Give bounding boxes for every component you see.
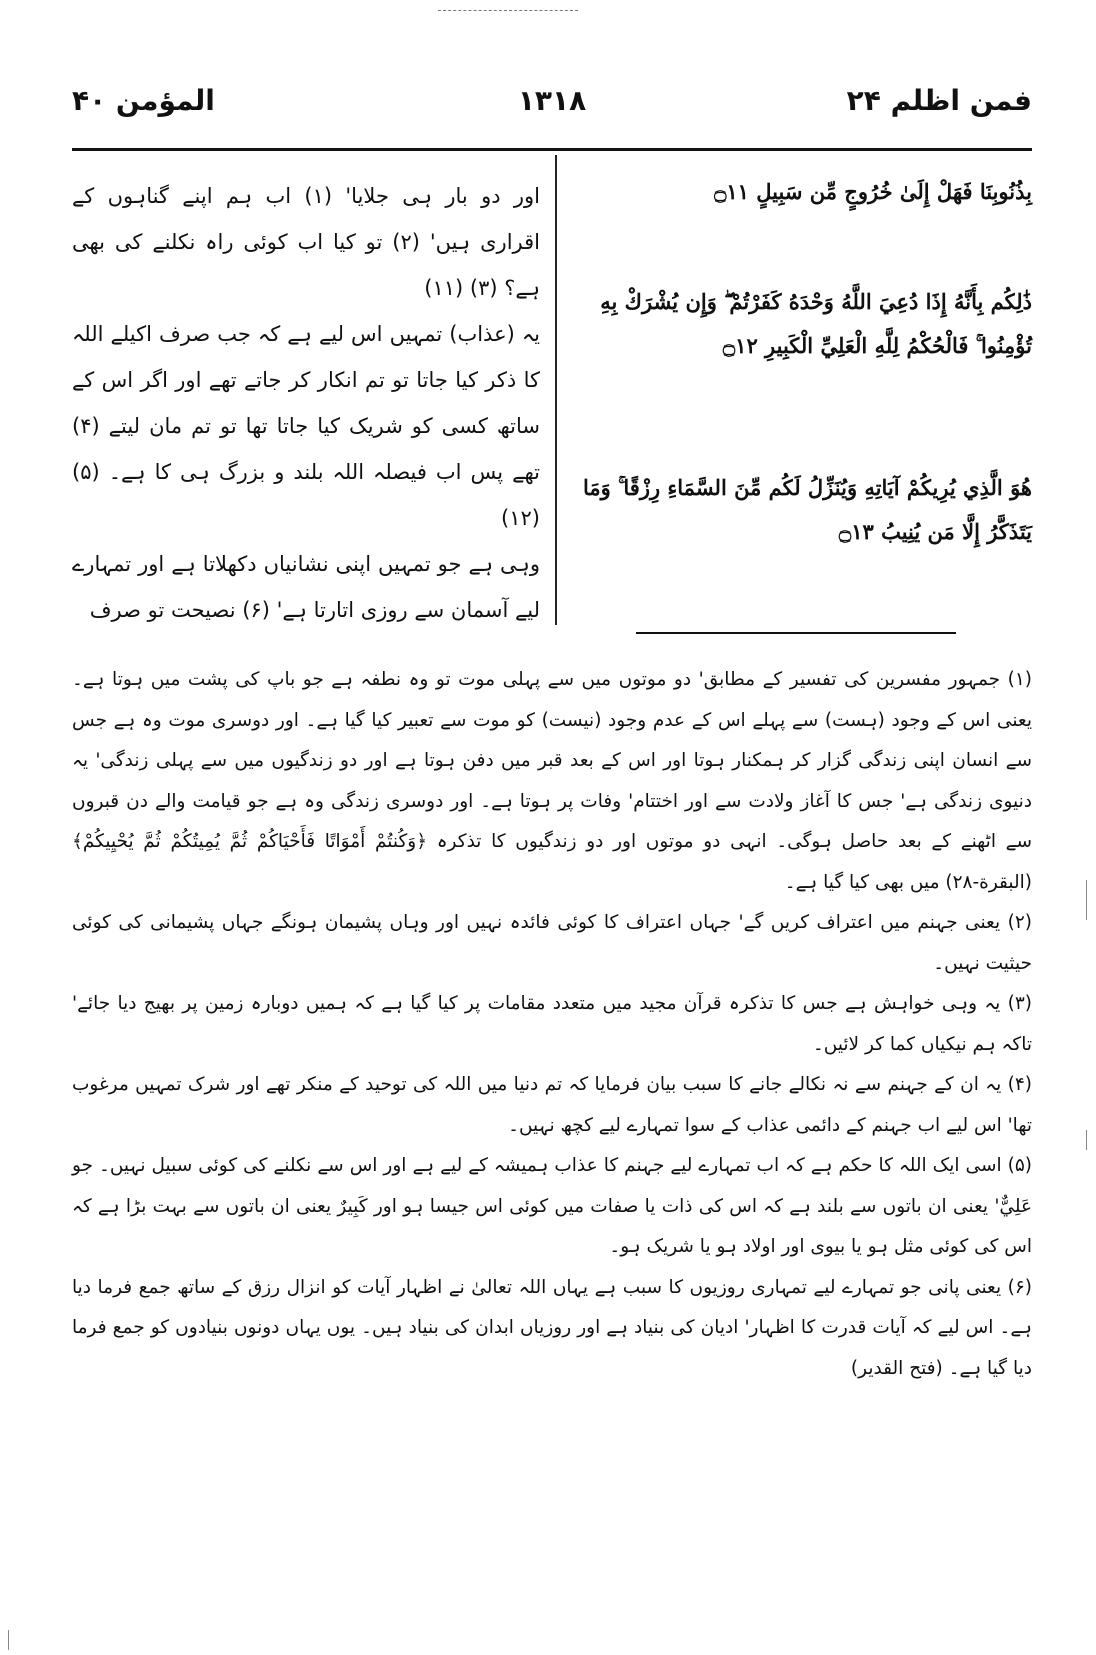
- footnote-1: (۱) جمہور مفسرین کی تفسیر کے مطابق' دو موتوں میں سے پہلی موت تو وہ نطفہ ہے جو باپ کی پشت میں ہوتا ہے۔ یعنی اس کے وجود (ہست) سے پہلے اس کے عدم وجود (نیست) کو موت سے تعبیر کیا گیا ہے۔ اور دوسری موت وہ ہے جس سے انسان اپنی زندگی گزار کر ہمکنار ہوتا اور اس کے بعد قبر میں دفن ہوتا ہے اور دو زندگیوں میں سے پہلی زندگی' یہ دنیوی زندگی ہے' جس کا آغاز ولادت سے اور اختتام' وفات پر ہوتا ہے۔ اور دوسری زندگی وہ ہے جو قیامت والے دن قبروں سے اٹھنے کے بعد حاصل ہوگی۔ انہی دو موتوں اور دو زندگیوں کا تذکرہ ﴿وَكُنتُمْ أَمْوَاتًا فَأَحْيَاكُمْ ثُمَّ يُمِيتُكُمْ ثُمَّ يُحْيِيكُمْ﴾ (البقرة-۲۸) میں بھی کیا گیا ہے۔: [72, 669, 1032, 893]
- margin-mark: [8, 1630, 9, 1650]
- verse-11: بِذُنُوبِنَا فَهَلْ إِلَىٰ خُرُوجٍ مِّن سَبِيلٍ ۝١١: [714, 179, 1032, 204]
- verse-13: هُوَ الَّذِي يُرِيكُمْ آيَاتِهِ وَيُنَزِّلُ لَكُم مِّنَ السَّمَاءِ رِزْقًا ۚ وَمَا يَتَذَكَّرُ إِلَّا مَن يُنِيبُ ۝١٣: [583, 475, 1032, 544]
- footnote-6: (۶) یعنی پانی جو تمہارے لیے تمہاری روزیوں کا سبب ہے یہاں اللہ تعالیٰ نے اظہار آیات کو انزال رزق کے ساتھ جمع فرما دیا ہے۔ اس لیے کہ آیات قدرت کا اظہار' ادیان کی بنیاد ہے اور روزیاں ابدان کی بنیاد ہیں۔ یوں یہاں دونوں بنیادوں کو جمع فرما دیا گیا ہے۔ (فتح القدیر): [72, 1276, 1032, 1379]
- footnote-4: (۴) یہ ان کے جہنم سے نہ نکالے جانے کا سبب بیان فرمایا کہ تم دنیا میں اللہ کی توحید کے منکر تھے اور شرک تمہیں مرغوب تھا' اس لیے اب جہنم کے دائمی عذاب کے سوا تمہارے لیے کچھ نہیں۔: [72, 1074, 1032, 1136]
- top-rule: [438, 10, 578, 11]
- page-header: [72, 78, 1032, 151]
- footnote-rule: [636, 632, 956, 634]
- translation-11: اور دو بار ہی جلایا' (۱) اب ہم اپنے گناہوں کے اقراری ہیں' (۲) تو کیا اب کوئی راہ نکلنے کی بھی ہے؟ (۳) (۱۱): [72, 184, 541, 300]
- verse-12: ذَٰلِكُم بِأَنَّهُ إِذَا دُعِيَ اللَّهُ وَحْدَهُ كَفَرْتُمْ ۖ وَإِن يُشْرَكْ بِهِ تُؤْمِنُوا ۚ فَالْحُكْمُ لِلَّهِ الْعَلِيِّ الْكَبِيرِ ۝١٢: [600, 289, 1032, 358]
- page-number: ۱۳۱۸: [517, 84, 587, 117]
- surah-name: المؤمن ۴۰: [72, 84, 215, 117]
- footnote-5: (۵) اسی ایک اللہ کا حکم ہے کہ اب تمہارے لیے جہنم کا عذاب ہمیشہ کے لیے ہے اور اس سے نکلنے کی کوئی سبیل نہیں۔ جو عَلِيٌّ' یعنی ان باتوں سے بلند ہے کہ اس کی ذات یا صفات میں کوئی اس جیسا ہو اور کَبِيرٌ یعنی ان باتوں سے بہت بڑا ہے کہ اس کی کوئی مثل ہو یا بیوی اور اولاد ہو یا شریک ہو۔: [72, 1155, 1032, 1257]
- column-divider: [555, 155, 557, 625]
- translation-12: یہ (عذاب) تمہیں اس لیے ہے کہ جب صرف اکیلے اللہ کا ذکر کیا جاتا تو تم انکار کر جاتے تھے اور اگر اس کے ساتھ کسی کو شریک کیا جاتا تھا تو تم مان لیتے (۴) تھے پس اب فیصلہ اللہ بلند و بزرگ ہی کا ہے۔ (۵) (۱۲): [72, 322, 540, 530]
- margin-mark: [1086, 880, 1087, 920]
- juz-name: فمن اظلم ۲۴: [846, 84, 1032, 117]
- margin-mark: [1086, 1130, 1087, 1150]
- translation-13: وہی ہے جو تمہیں اپنی نشانیاں دکھلاتا ہے اور تمہارے لیے آسمان سے روزی اتارتا ہے' (۶) نصیحت تو صرف: [72, 552, 540, 622]
- footnote-2: (۲) یعنی جہنم میں اعتراف کریں گے' جہاں اعتراف کا کوئی فائدہ نہیں اور وہاں پشیمان ہونگے جہاں پشیمانی کی کوئی حیثیت نہیں۔: [72, 912, 1032, 974]
- footnotes: [72, 660, 1032, 1389]
- text-columns: [72, 155, 1032, 635]
- footnote-3: (۳) یہ وہی خواہش ہے جس کا تذکرہ قرآن مجید میں متعدد مقامات پر کیا گیا ہے کہ ہمیں دوبارہ زمین پر بھیج دیا جائے' تاکہ ہم نیکیاں کما کر لائیں۔: [72, 993, 1032, 1055]
- translation-column: [72, 173, 540, 633]
